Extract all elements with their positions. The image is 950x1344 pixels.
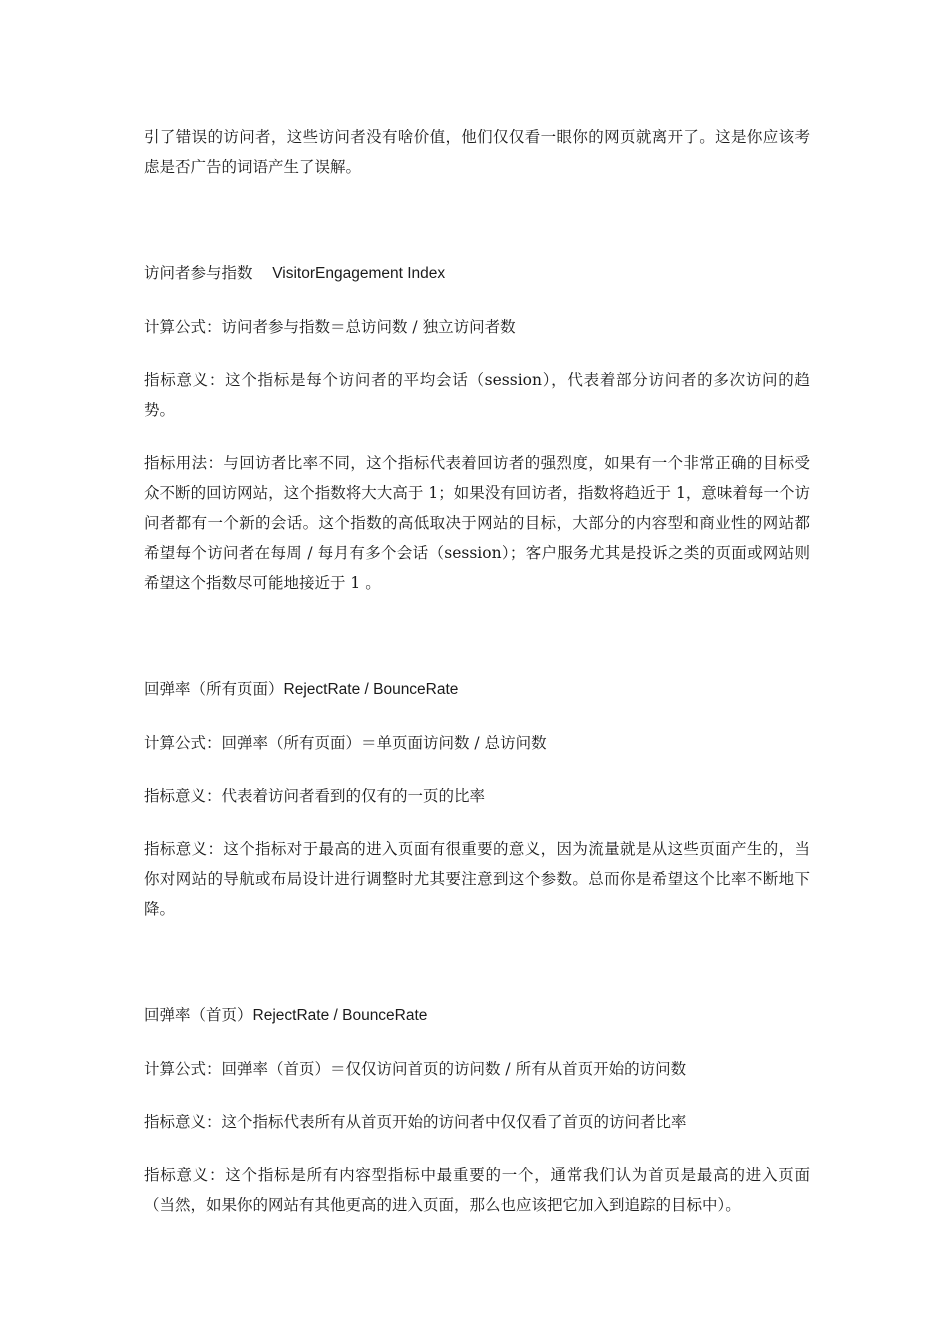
meaning-paragraph: 指标意义：这个指标代表所有从首页开始的访问者中仅仅看了首页的访问者比率 — [144, 1113, 687, 1131]
formula-paragraph: 计算公式：回弹率（所有页面）＝单页面访问数 / 总访问数 — [144, 734, 547, 752]
section-heading — [144, 674, 810, 705]
section-bounce-rate-home — [144, 1000, 810, 1220]
section-heading-en: RejectRate / BounceRate — [283, 681, 459, 698]
meaning-paragraph: 指标意义：这个指标是每个访问者的平均会话（session），代表着部分访问者的多次访问的趋势。 — [144, 371, 810, 419]
section-heading-cn: 回弹率（首页） — [144, 1006, 253, 1024]
section-heading — [144, 258, 810, 289]
section-heading — [144, 1000, 810, 1031]
section-heading-cn: 访问者参与指数 — [144, 264, 253, 282]
usage-paragraph: 指标意义：这个指标对于最高的进入页面有很重要的意义，因为流量就是从这些页面产生的，当你对网站的导航或布局设计进行调整时尤其要注意到这个参数。总而你是希望这个比率不断地下降。 — [144, 840, 810, 918]
formula-paragraph: 计算公式：访问者参与指数＝总访问数 / 独立访问者数 — [144, 318, 516, 336]
intro-paragraph: 引了错误的访问者，这些访问者没有啥价值，他们仅仅看一眼你的网页就离开了。这是你应该考虑是否广告的词语产生了误解。 — [144, 128, 810, 176]
section-heading-cn: 回弹率（所有页面） — [144, 680, 284, 698]
usage-paragraph: 指标意义：这个指标是所有内容型指标中最重要的一个，通常我们认为首页是最高的进入页面（当然，如果你的网站有其他更高的进入页面，那么也应该把它加入到追踪的目标中）。 — [144, 1166, 810, 1214]
section-visitor-engagement — [144, 258, 810, 598]
spacer — [144, 182, 810, 258]
section-bounce-rate-all — [144, 674, 810, 924]
section-heading-en: RejectRate / BounceRate — [252, 1007, 428, 1024]
spacer — [144, 924, 810, 1000]
section-heading-en: VisitorEngagement Index — [272, 265, 446, 282]
formula-paragraph: 计算公式：回弹率（首页）＝仅仅访问首页的访问数 / 所有从首页开始的访问数 — [144, 1060, 687, 1078]
usage-paragraph: 指标用法：与回访者比率不同，这个指标代表着回访者的强烈度，如果有一个非常正确的目标受众不断的回访网站，这个指数将大大高于 1；如果没有回访者，指数将趋近于 1，意味着每一个访问者都有一个新的会话。这个指数的高低取决于网站的目标，大部分的内容型和商业性的网站都希望每个访问者在每周 / 每月有多个会话（session）；客户服务尤其是投诉之类的页面或网站则希望这个指数尽可能地接近于 1 。 — [144, 454, 810, 592]
meaning-paragraph: 指标意义：代表着访问者看到的仅有的一页的比率 — [144, 787, 486, 805]
spacer — [144, 598, 810, 674]
document-page — [144, 122, 810, 1220]
